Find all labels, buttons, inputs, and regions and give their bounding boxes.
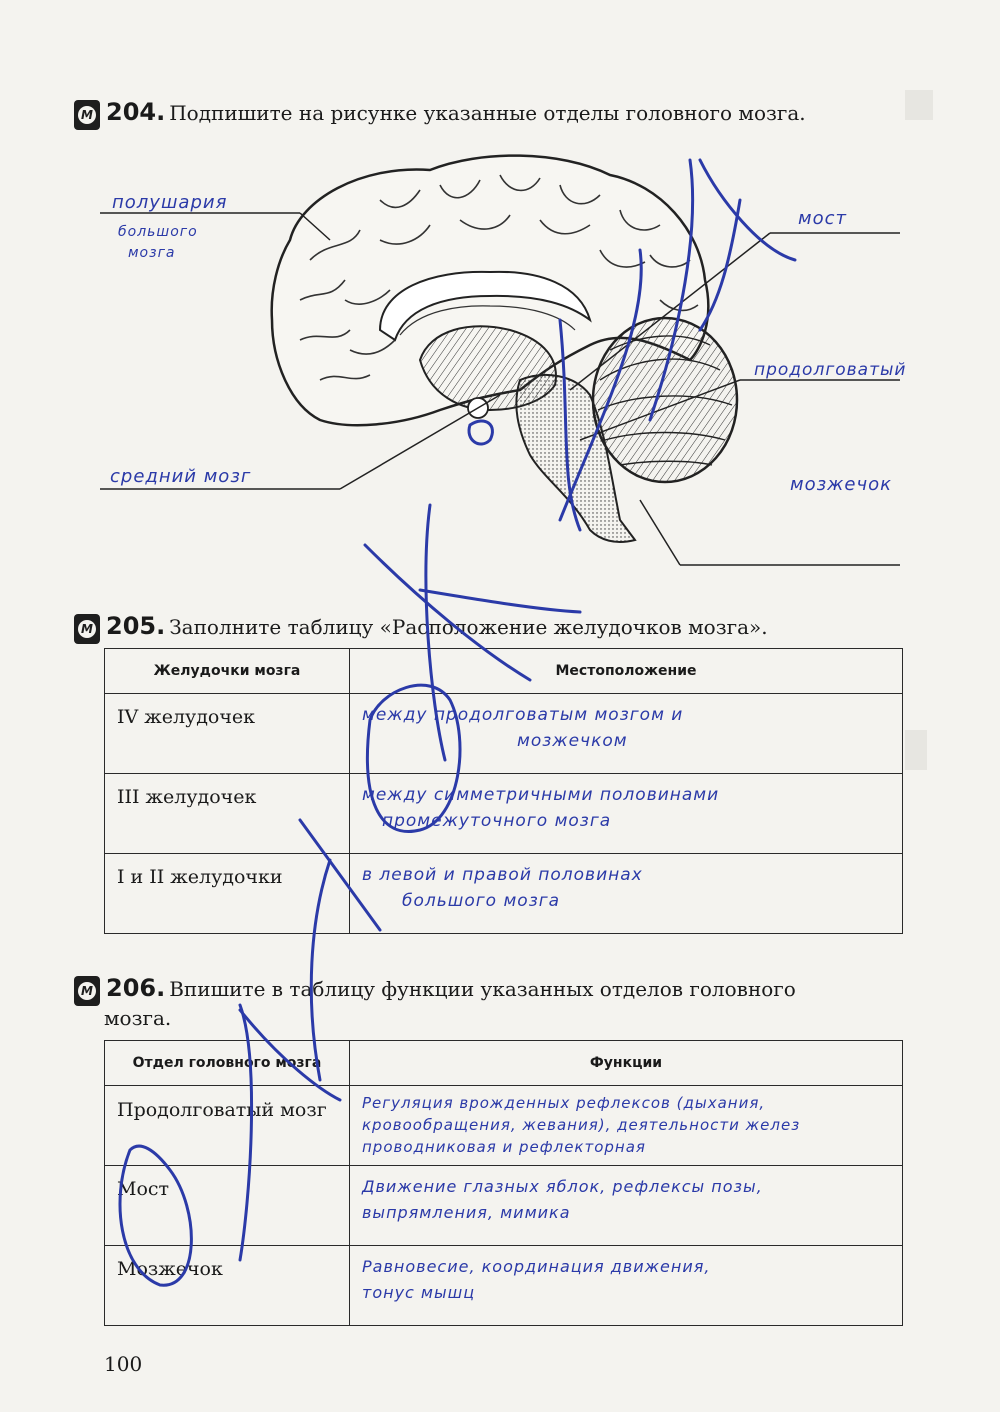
table-header-row — [105, 1041, 903, 1086]
page-number: 100 — [104, 1352, 143, 1376]
answer-line: кровообращения, жевания), деятельности желез — [362, 1116, 801, 1134]
label-hemispheres-l3: мозга — [128, 245, 176, 261]
answer-line: большого мозга — [402, 891, 561, 911]
task-206-number: 206. — [106, 974, 166, 1002]
bleed-through-shadow — [905, 730, 927, 770]
methodic-icon: М — [78, 982, 96, 1000]
answer-line: Движение глазных яблок, рефлексы позы, — [362, 1177, 763, 1196]
ventricle-location — [350, 694, 903, 774]
ventricle-location — [350, 854, 903, 934]
task-205-heading — [106, 612, 768, 641]
label-cerebellum: мозжечок — [790, 474, 892, 495]
table-row — [105, 774, 903, 854]
brain-part-functions — [350, 1246, 903, 1326]
task-206-text: Впишите в таблицу функции указанных отделов головного — [169, 977, 796, 1001]
table-row — [105, 1166, 903, 1246]
methodic-icon: М — [78, 106, 96, 124]
brain-part-name: Продолговатый мозг — [105, 1086, 350, 1166]
table-row — [105, 1246, 903, 1326]
ventricle-name: III желудочек — [105, 774, 350, 854]
table-row — [105, 1086, 903, 1166]
brain-illustration — [0, 0, 1000, 620]
ventricle-name: I и II желудочки — [105, 854, 350, 934]
label-medulla: продолговатый — [754, 360, 907, 380]
task-204-number: 204. — [106, 98, 166, 126]
task-206-badge — [74, 976, 100, 1006]
answer-line: Равновесие, координация движения, — [362, 1257, 711, 1276]
answer-line: проводниковая и рефлекторная — [362, 1138, 646, 1156]
ventricle-location — [350, 774, 903, 854]
brain-part-name: Мост — [105, 1166, 350, 1246]
label-pons: мост — [798, 208, 847, 229]
column-header: Функции — [350, 1041, 903, 1086]
methodic-icon: М — [78, 620, 96, 638]
task-206-heading-l1 — [106, 974, 796, 1003]
label-hemispheres-l2: большого — [118, 224, 198, 240]
ventricles-table — [104, 648, 903, 934]
brain-part-functions — [350, 1166, 903, 1246]
task-205-number: 205. — [106, 612, 166, 640]
answer-line: мозжечком — [517, 731, 628, 751]
answer-line: выпрямления, мимика — [362, 1203, 571, 1222]
task-205-badge — [74, 614, 100, 644]
answer-line: между продолговатым мозгом и — [362, 705, 684, 725]
label-midbrain: средний мозг — [110, 466, 252, 487]
answer-line: тонус мышц — [362, 1283, 476, 1302]
task-204-text: Подпишите на рисунке указанные отделы головного мозга. — [169, 101, 806, 125]
column-header: Отдел головного мозга — [105, 1041, 350, 1086]
brain-part-name: Мозжечок — [105, 1246, 350, 1326]
cerebellum-drawing — [593, 318, 737, 482]
brain-part-functions — [350, 1086, 903, 1166]
column-header: Местоположение — [350, 649, 903, 694]
functions-table — [104, 1040, 903, 1326]
task-205-text: Заполните таблицу «Расположение желудочков мозга». — [169, 615, 768, 639]
task-206-heading-l2: мозга. — [104, 1006, 172, 1030]
column-header: Желудочки мозга — [105, 649, 350, 694]
answer-line: Регуляция врожденных рефлексов (дыхания, — [362, 1094, 766, 1112]
table-row — [105, 694, 903, 774]
answer-line: между симметричными половинами — [362, 785, 720, 805]
answer-line: в левой и правой половинах — [362, 865, 643, 885]
answer-line: промежуточного мозга — [382, 811, 612, 831]
table-header-row — [105, 649, 903, 694]
label-hemispheres-l1: полушария — [112, 192, 228, 213]
table-row — [105, 854, 903, 934]
ventricle-name: IV желудочек — [105, 694, 350, 774]
